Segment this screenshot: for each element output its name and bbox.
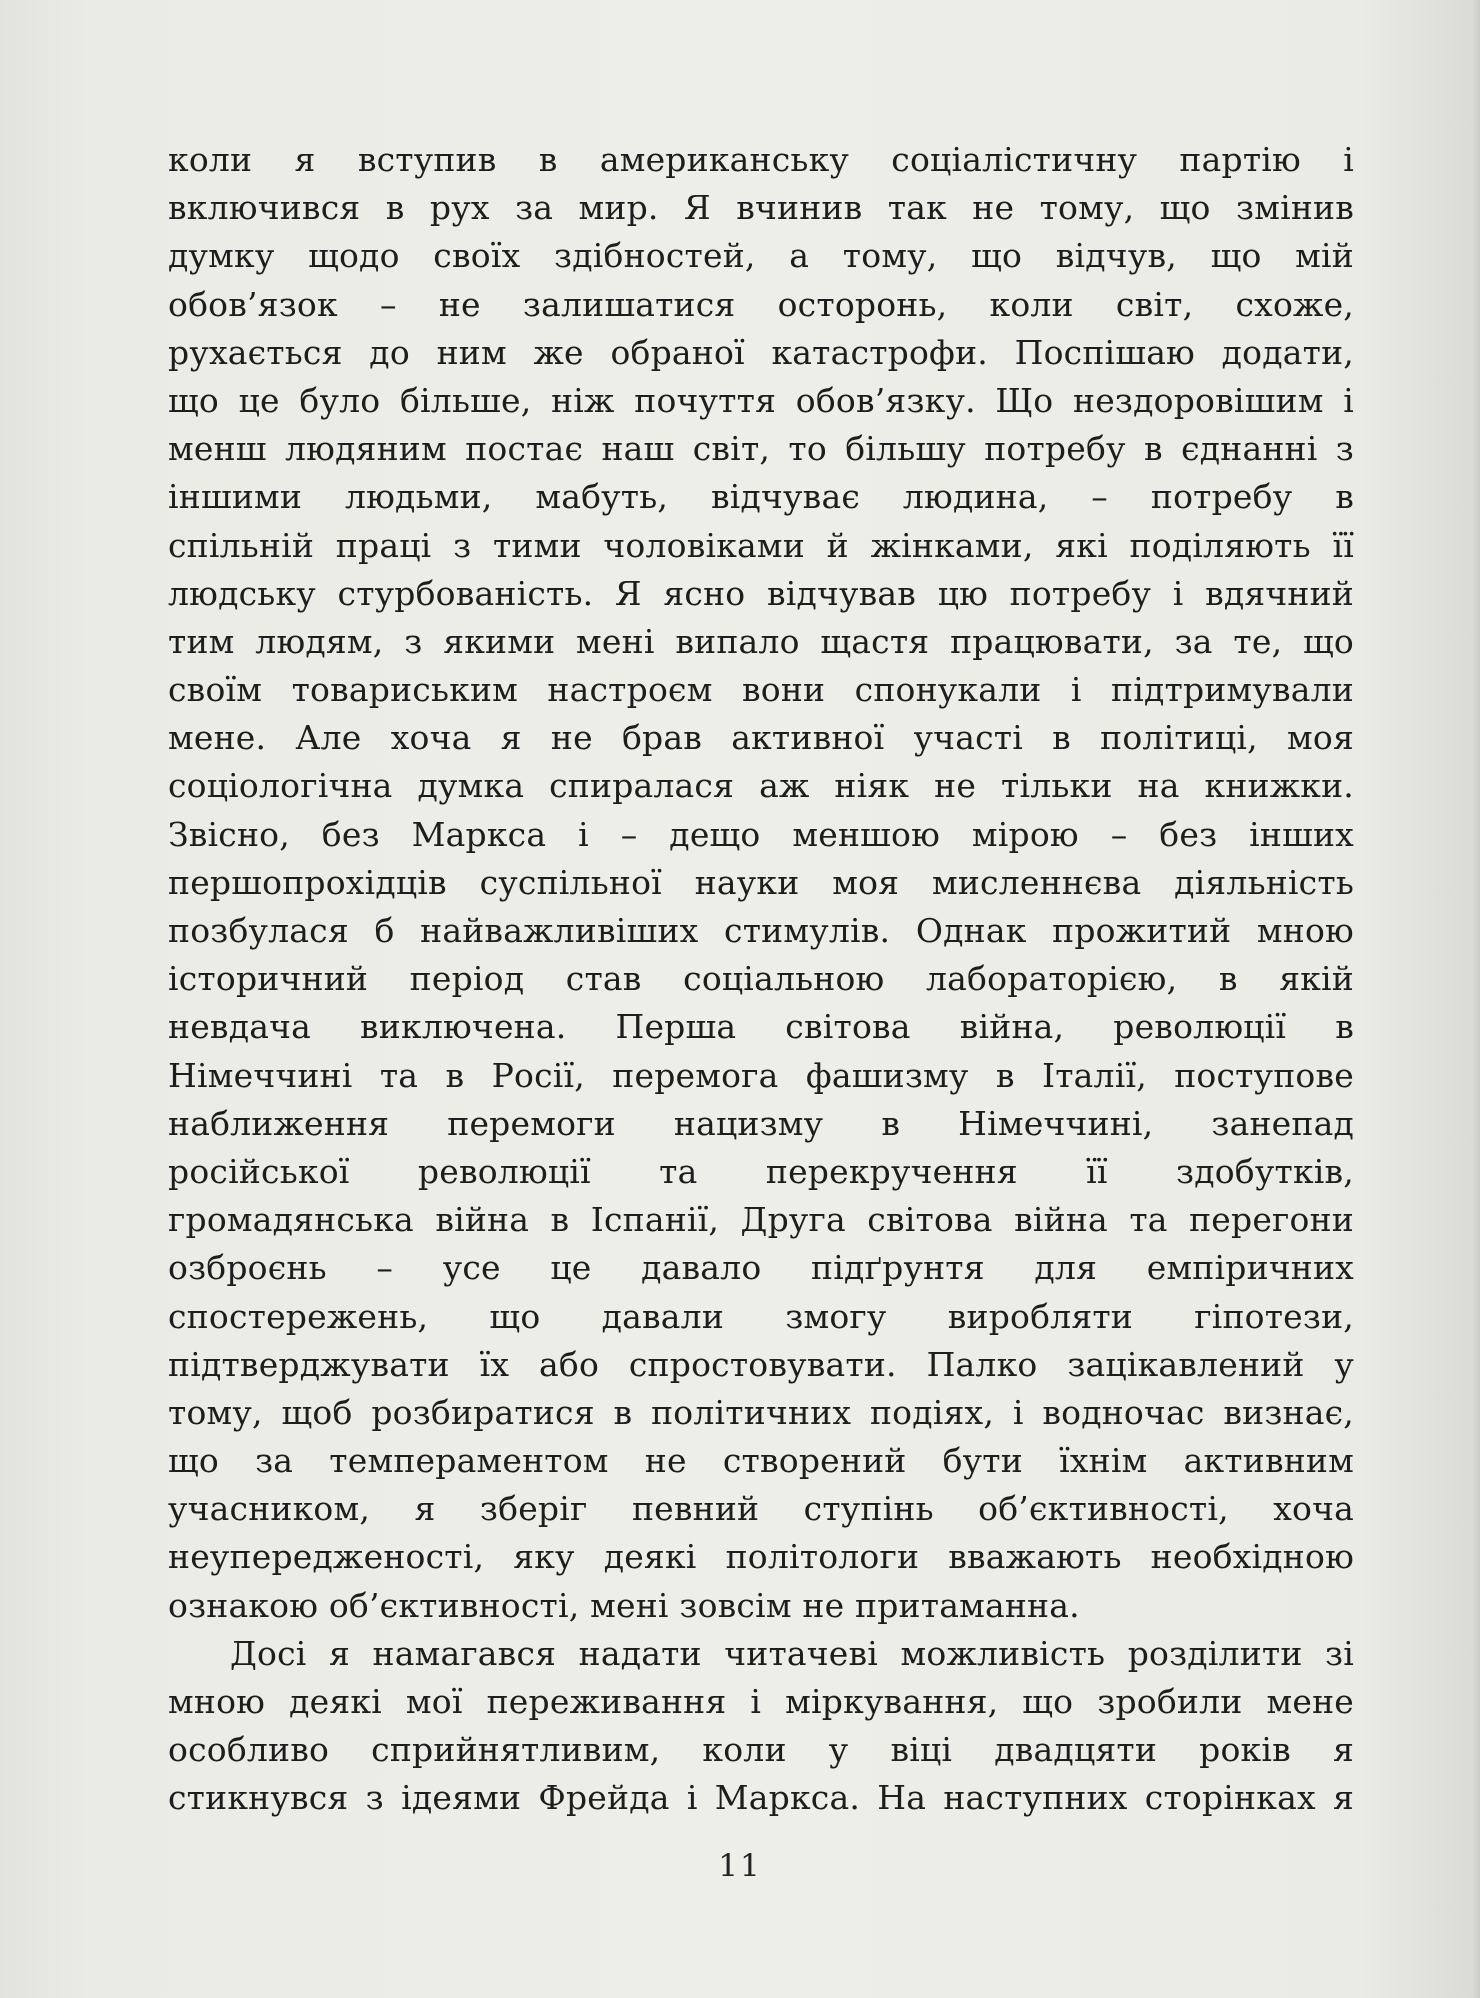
text-line: учасником, я зберіг певний ступінь об’єктивності, хоча	[168, 1489, 1354, 1529]
page-number: 11	[718, 1848, 762, 1884]
text-line: озброєнь – усе це давало підґрунтя для емпіричних	[168, 1248, 1354, 1288]
text-line: коли я вступив в американську соціалістичну партію і	[168, 140, 1354, 179]
text-line: що за темпераментом не створений бути їхнім активним	[168, 1441, 1354, 1481]
text-line: історичний період став соціальною лабораторією, в якій	[168, 959, 1354, 999]
text-line: соціологічна думка спиралася аж ніяк не тільки на книжки.	[168, 766, 1354, 806]
paragraph-end-line: ознакою об’єктивності, мені зовсім не притаманна.	[168, 1585, 1080, 1625]
text-line: мене. Але хоча я не брав активної участі в політиці, моя	[168, 718, 1354, 758]
text-line: спостережень, що давали змогу виробляти гіпотези,	[168, 1296, 1354, 1336]
text-line: Звісно, без Маркса і – дещо меншою мірою – без інших	[168, 814, 1354, 854]
text-line: обов’язок – не залишатися осторонь, коли світ, схоже,	[168, 284, 1354, 324]
text-line: людську стурбованість. Я ясно відчував цю потребу і вдячний	[168, 573, 1354, 613]
page-edge-shadow	[1472, 0, 1480, 1998]
text-line: менш людяним постає наш світ, то більшу потребу в єднанні з	[168, 429, 1354, 469]
text-line: російської революції та перекручення її здобутків,	[168, 1151, 1354, 1191]
text-line: своїм товариським настроєм вони спонукали і підтримували	[168, 670, 1354, 710]
text-line: іншими людьми, мабуть, відчуває людина, – потребу в	[168, 477, 1354, 517]
text-line: громадянська війна в Іспанії, Друга світова війна та перегони	[168, 1200, 1354, 1240]
text-line: мною деякі мої переживання і міркування, що зробили мене	[168, 1682, 1354, 1721]
text-line: невдача виключена. Перша світова війна, революції в	[168, 1007, 1354, 1047]
text-line: Німеччині та в Росії, перемога фашизму в Італії, поступове	[168, 1055, 1354, 1095]
text-line: тому, щоб розбиратися в політичних подіях, і водночас визнає,	[168, 1392, 1354, 1432]
text-line: рухається до ним же обраної катастрофи. Поспішаю додати,	[168, 332, 1354, 372]
text-line: наближення перемоги нацизму в Німеччині, занепад	[168, 1103, 1354, 1143]
text-line: що це було більше, ніж почуття обов’язку. Що нездоровішим і	[168, 380, 1354, 420]
text-line: неупередженості, яку деякі політологи вважають необхідною	[168, 1537, 1354, 1577]
text-line: особливо сприйнятливим, коли у віці двадцяти років я	[168, 1730, 1354, 1770]
text-line: тим людям, з якими мені випало щастя працювати, за те, що	[168, 621, 1354, 661]
text-line: включився в рух за мир. Я вчинив так не тому, що змінив	[168, 188, 1354, 228]
text-line: підтверджувати їх або спростовувати. Палко зацікавлений у	[168, 1344, 1354, 1384]
text-line: спільній праці з тими чоловіками й жінками, які поділяють її	[168, 525, 1354, 565]
text-line: першопрохідців суспільної науки моя мисленнєва діяльність	[168, 862, 1354, 902]
body-text	[168, 136, 1354, 1823]
text-line: стикнувся з ідеями Фрейда і Маркса. На наступних сторінках я	[168, 1778, 1354, 1818]
text-line: позбулася б найважливіших стимулів. Однак прожитий мною	[168, 911, 1354, 950]
paragraph-start-line: Досі я намагався надати читачеві можливість розділити зі	[230, 1633, 1354, 1673]
text-line: думку щодо своїх здібностей, а тому, що відчув, що мій	[168, 236, 1354, 276]
